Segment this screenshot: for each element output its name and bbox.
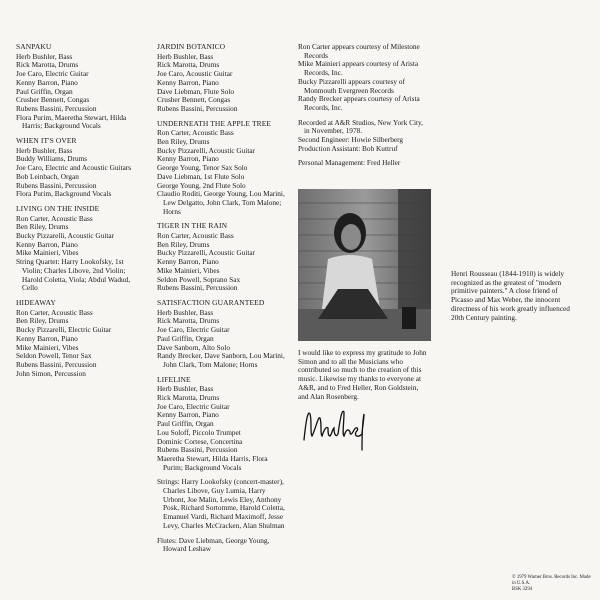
section-title: WHEN IT'S OVER — [16, 136, 77, 146]
catalog-number: BSK 3294 — [512, 587, 533, 592]
note-line: Randy Brecker appears courtesy of Arista Records, Inc. — [298, 94, 420, 112]
credit-section — [157, 43, 285, 114]
credit-section — [157, 299, 285, 370]
section-title: TIGER IN THE RAIN — [157, 221, 228, 231]
copyright — [512, 575, 592, 593]
section-title: JARDIN BOTANICO — [157, 42, 226, 51]
credit-line: Flora Purim, Maeretha Stewart, Hilda Harris; Background Vocals — [16, 112, 127, 131]
credit-line: Kenny Barron, Piano — [157, 154, 219, 164]
credit-line: Herb Bushler, Bass — [16, 145, 73, 155]
credit-line: Rubens Bassini, Percussion — [16, 359, 97, 369]
note-line: Bucky Pizzarelli appears courtesy of Monmouth Evergreen Records — [298, 76, 405, 95]
credit-line: Maeretha Stewart, Hilda Harris, Flora Purim; Background Vocals — [157, 453, 268, 472]
section-title: LIVING ON THE INSIDE — [16, 203, 100, 213]
photo-graphic — [298, 189, 431, 341]
credit-line: Mike Mainieri, Vibes — [16, 248, 79, 258]
credit-line: Ron Carter, Acoustic Bass — [157, 128, 234, 138]
credit-line: Rick Marotta, Drums — [157, 393, 220, 403]
credit-line: String Quartet: Harry Lookofsky, 1st Violin; Charles Libove, 2nd Violin; Harold Coletta, Viola; Abdul Wadud, Cello — [16, 257, 131, 293]
credit-line: Seldon Powell, Tenor Sax — [16, 351, 92, 361]
credit-line: Herb Bushler, Bass — [157, 51, 214, 61]
rousseau-note: Henri Rousseau (1844-1910) is widely recognized as the greatest of "modern primitive painters." A close friend of Picasso and Max Weber, the innocent directness of his work greatly influenced 20th Century painting. — [451, 269, 570, 322]
musician-photo — [298, 189, 431, 341]
section-title: UNDERNEATH THE APPLE TREE — [157, 118, 272, 128]
credit-line: Kenny Barron, Piano — [16, 77, 78, 87]
credit-line: Dave Sanborn, Alto Solo — [157, 342, 230, 352]
note-line: Recorded at A&R Studios, New York City, in November, 1978. — [298, 117, 423, 136]
note-line: Production Assistant: Bob Kuttruf — [298, 143, 398, 153]
credit-line: Dave Liebman, 1st Flute Solo — [157, 171, 245, 181]
credit-line: Ron Carter, Acoustic Bass — [16, 213, 93, 223]
credit-line: Mike Mainieri, Vibes — [16, 342, 79, 352]
credit-line: Paul Griffin, Organ — [157, 333, 214, 343]
credit-line: Paul Griffin, Organ — [16, 86, 73, 96]
credit-line: Dominic Cortese, Concertina — [157, 436, 243, 446]
section-title: HIDEAWAY — [16, 297, 56, 307]
courtesy-notes — [298, 43, 430, 168]
credit-line: Ben Riley, Drums — [16, 222, 69, 232]
credit-section — [16, 299, 144, 378]
signature — [300, 400, 370, 455]
credit-line: John Simon, Percussion — [16, 368, 86, 378]
credit-line: Ron Carter, Acoustic Bass — [157, 231, 234, 241]
credit-line: Bob Leinbach, Organ — [16, 171, 79, 181]
note-line: Ron Carter appears courtesy of Milestone Records — [298, 42, 420, 60]
thanks-paragraph: I would like to express my gratitude to John Simon and to all the Musicians who contributed so much to the creation of this music. Likewise my thanks to everyone at A&R, and to Fred Heller, Ron Goldstein, and Alan Rosenberg. — [298, 348, 427, 401]
credit-line: Ron Carter, Acoustic Bass — [16, 307, 93, 317]
section-title: SANPAKU — [16, 42, 52, 51]
credit-line: Flutes: Dave Liebman, George Young, Howard Leshaw — [157, 535, 270, 554]
credit-line: Crusher Bennett, Congas — [16, 95, 90, 105]
note-line: Mike Mainieri appears courtesy of Arista Records, Inc. — [298, 59, 419, 78]
note-line: Personal Management: Fred Heller — [298, 158, 401, 168]
credit-line: Rick Marotta, Drums — [157, 60, 220, 70]
credit-line: Rubens Bassini, Percussion — [157, 103, 238, 113]
credit-line: Kenny Barron, Piano — [157, 257, 219, 267]
credit-section — [157, 120, 285, 217]
credit-line: Rick Marotta, Drums — [157, 316, 220, 326]
credit-line: Kenny Barron, Piano — [157, 410, 219, 420]
credit-line: Ben Riley, Drums — [157, 137, 210, 147]
credit-section — [16, 137, 144, 199]
credit-line: Bucky Pizzarelli, Acoustic Guitar — [157, 145, 256, 155]
credit-line: Joe Caro, Electric Guitar — [157, 325, 230, 335]
credit-section — [157, 222, 285, 293]
credit-line: Ben Riley, Drums — [16, 316, 69, 326]
note-paragraph — [298, 119, 430, 154]
credit-line: Lou Soloff, Piccolo Trumpet — [157, 427, 241, 437]
credit-line: Seldon Powell, Soprano Sax — [157, 274, 241, 284]
credit-line: Joe Caro, Acoustic Guitar — [157, 69, 233, 79]
credit-line: Bucky Pizzarelli, Acoustic Guitar — [16, 231, 115, 241]
credits-column-3 — [298, 42, 430, 401]
credit-line: Claudio Roditi, George Young, Lou Marini, Lew Delgatto, John Clark, Tom Malone; Horns — [157, 189, 285, 216]
credit-line: Joe Caro, Electric and Acoustic Guitars — [16, 163, 132, 173]
credit-line: Strings: Harry Lookofsky (concert-master), Charles Libove, Guy Lumia, Harry Urbont, Joe Malin, Lewis Eley, Anthony Posk, Richard Sortomme, Harold Coletta, Emanuel Vardi, Richard Maximoff, Jesse Levy, Charles McCracken, Alan Shulman — [157, 477, 285, 530]
credit-line: Mike Mainieri, Vibes — [157, 265, 220, 275]
credits-column-1 — [16, 43, 144, 384]
note-line: Second Engineer: Howie Silberberg — [298, 135, 404, 145]
credit-section — [157, 376, 285, 473]
credit-line: Randy Brecker, Dave Sanborn, Lou Marini, John Clark, Tom Malone; Horns — [157, 351, 285, 369]
credit-line: Rubens Bassini, Percussion — [16, 103, 97, 113]
credit-line: Herb Bushler, Bass — [16, 51, 73, 61]
credit-section — [16, 43, 144, 131]
credit-line: Bucky Pizzarelli, Electric Guitar — [16, 325, 112, 335]
credit-line: Herb Bushler, Bass — [157, 384, 214, 394]
credit-line: Buddy Williams, Drums — [16, 154, 88, 164]
credit-line: Rubens Bassini, Percussion — [157, 445, 238, 455]
section-title: SATISFACTION GUARANTEED — [157, 297, 265, 307]
credit-line: Kenny Barron, Piano — [157, 77, 219, 87]
credit-line: Crusher Bennett, Congas — [157, 95, 231, 105]
credit-line: Flora Purim, Background Vocals — [16, 189, 112, 199]
credit-line: Kenny Barron, Piano — [16, 333, 78, 343]
credit-line: Rick Marotta, Drums — [16, 60, 79, 70]
credit-line: Dave Liebman, Flute Solo — [157, 86, 235, 96]
note-paragraph — [298, 159, 430, 168]
credit-section — [157, 537, 285, 554]
credit-line: George Young, 2nd Flute Solo — [157, 180, 246, 190]
credit-section — [16, 205, 144, 293]
credit-line: Kenny Barron, Piano — [16, 239, 78, 249]
note-paragraph — [298, 43, 430, 113]
credit-line: Joe Caro, Electric Guitar — [16, 69, 89, 79]
credit-line: Herb Bushler, Bass — [157, 307, 214, 317]
credit-line: Paul Griffin, Organ — [157, 419, 214, 429]
credit-line: George Young, Tenor Sax Solo — [157, 163, 248, 173]
credit-section — [157, 478, 285, 530]
credit-line: Rubens Bassini, Percussion — [157, 283, 238, 293]
credit-line: Bucky Pizzarelli, Acoustic Guitar — [157, 248, 256, 258]
credit-line: Joe Caro, Electric Guitar — [157, 401, 230, 411]
credit-line: Ben Riley, Drums — [157, 239, 210, 249]
copyright-line: © 1979 Warner Bros. Records Inc. Made in U.S.A. — [512, 575, 591, 586]
credits-column-2 — [157, 43, 285, 560]
credit-line: Rubens Bassini, Percussion — [16, 180, 97, 190]
section-title: LIFELINE — [157, 374, 191, 384]
